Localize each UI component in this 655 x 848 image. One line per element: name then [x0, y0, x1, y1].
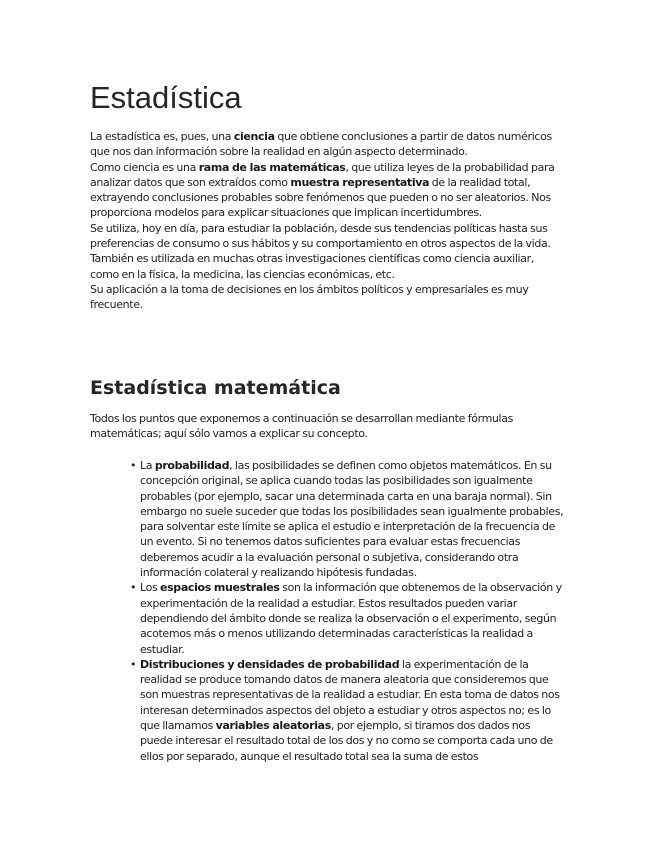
page-title: Estadística [90, 80, 242, 115]
text-run: que obtiene conclusiones a partir de datos numéricos que nos dan información sobre la realidad en algún aspecto determinado. [90, 130, 552, 159]
section-lead-paragraph: Todos los puntos que exponemos a continuación se desarrollan mediante fórmulas matemáticas; aquí sólo vamos a explicar su concepto. [90, 412, 514, 441]
bold-term-variables-aleatorias: variables aleatorias [215, 719, 331, 733]
bold-term-probabilidad: probabilidad [154, 459, 230, 472]
text-run: La estadística es, pues, una [90, 130, 234, 143]
bullet-icon: • [130, 459, 137, 472]
bold-term-distribuciones: Distribuciones y densidades de probabilidad [140, 657, 400, 671]
text-run: la experimentación de la realidad se produce tomando datos de manera aleatoria que consideremos que son muestras representativas de la realidad a estudiar. En esta toma de datos nos interesan determinados aspectos del objeto a estudiar y otros aspectos no; es lo que llamamos [140, 657, 560, 733]
bullet-icon: • [130, 657, 137, 671]
text-run: La [140, 459, 155, 472]
list-item-distribuciones [130, 657, 565, 764]
text-run: Los [140, 581, 160, 595]
intro-paragraph-2 [90, 160, 565, 221]
bullet-list [130, 458, 565, 764]
intro-section [90, 129, 565, 313]
section-heading: Estadística matemática [90, 377, 341, 399]
text-run: de la realidad total, extrayendo conclusiones probables sobre fenómenos que pueden o no ser aleatorios. Nos proporciona modelos para explicar situaciones que implican incertidumbres. [90, 175, 551, 220]
list-item-probabilidad [130, 458, 565, 580]
text-run: , por ejemplo, si tiramos dos dados nos puede interesar el resultado total de los dos y no como se comporta cada uno de ellos por separado, aunque el resultado total sea la suma de estos [140, 719, 553, 763]
text-run: son la información que obtenemos de la observación y experimentación de la realidad a estudiar. Estos resultados pueden variar dependiendo del ámbito donde se realiza la observación o el experimento, según acotemos más o menos utilizando determinadas características la realidad a estudiar. [140, 581, 562, 656]
text-run: , que utiliza leyes de la probabilidad para analizar datos que son extraídos como [90, 160, 555, 189]
bullet-icon: • [130, 581, 137, 595]
text-run: , las posibilidades se definen como objetos matemáticos. En su concepción original, se aplica cuando todas las posibilidades son igualmente probables (por ejemplo, sacar una determinada carta en una baraja normal). Sin embargo no suele suceder que todas los posibilidades sean igualmente probables, para solventar este límite se aplica el estudio e interpretación de la frecuencia de un evento. Si no tenemos datos suficientes para evaluar estas frecuencias deberemos acudir a la evaluación personal o subjetiva, considerando otra información colateral y realizando hipótesis fundadas. [140, 459, 564, 580]
bold-term-ciencia: ciencia [233, 130, 275, 143]
intro-paragraph-4: Su aplicación a la toma de decisiones en los ámbitos políticos y empresariales es muy frecuente. [90, 282, 529, 312]
list-item-espacios-muestrales [130, 580, 565, 656]
bold-term-espacios-muestrales: espacios muestrales [160, 581, 280, 595]
text-run: Como ciencia es una [90, 160, 199, 174]
intro-paragraph-1 [90, 129, 565, 160]
bold-term-rama-matematicas: rama de las matemáticas [198, 160, 346, 174]
bold-term-muestra-representativa: muestra representativa [290, 175, 430, 189]
intro-paragraph-3: Se utiliza, hoy en día, para estudiar la población, desde sus tendencias políticas hasta sus preferencias de consumo o sus hábitos y su comportamiento en otros aspectos de la vida. También es utilizada en muchas otras investigaciones científicas como ciencia auxiliar, como en la física, la medicina, las ciencias económicas, etc. [90, 221, 551, 281]
